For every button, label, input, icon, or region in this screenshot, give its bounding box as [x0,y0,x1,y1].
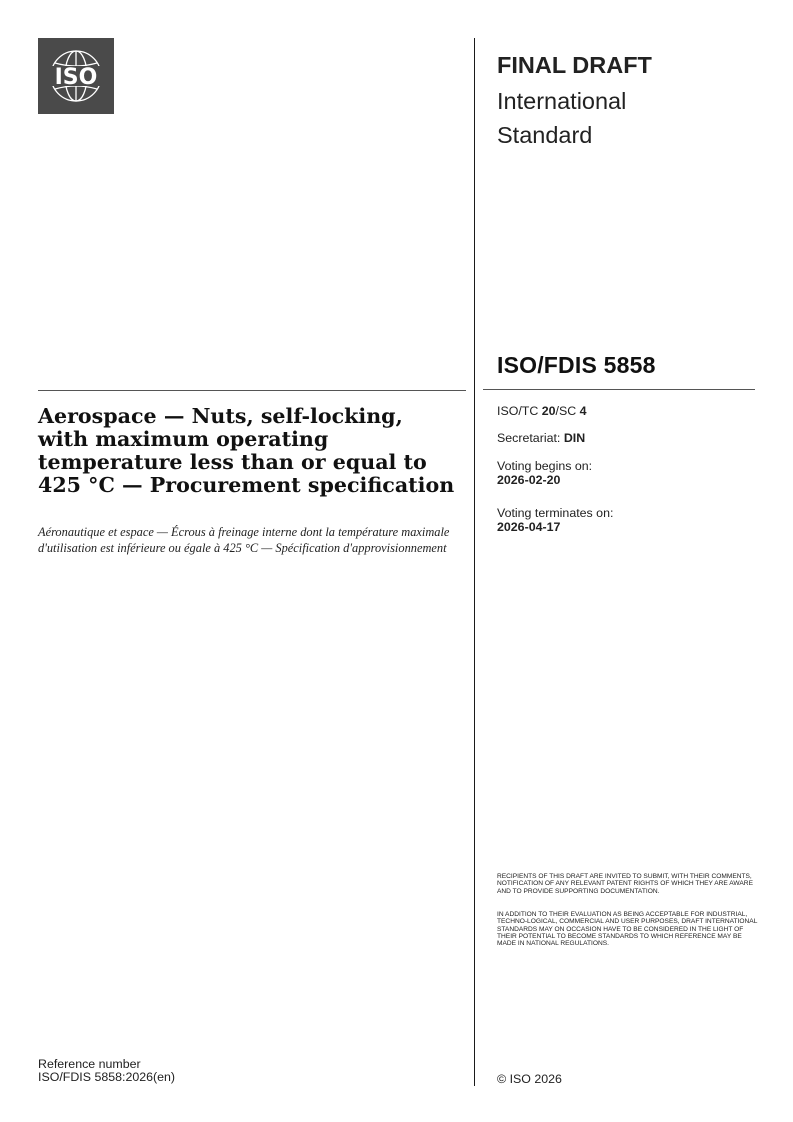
vote-begin-date: 2026-02-20 [497,473,561,487]
evaluation-notice: IN ADDITION TO THEIR EVALUATION AS BEING ACCEPTABLE FOR INDUSTRIAL, TECHNO-LOGICAL, COMMERCIAL AND USER PURPOSES, DRAFT INTERNATIONAL STANDARDS MAY ON OCCASION HAVE TO BE CONSIDERED IN THE LIGHT OF THEIR POTENTIAL TO BECOME STANDARDS TO WHICH REFERENCE MAY BE MADE IN NATIONAL REGULATIONS. [497,911,758,948]
title-rule-right [483,389,755,390]
column-divider [474,38,475,1086]
reference-label: Reference number [38,1057,141,1071]
sc-prefix: /SC [555,404,580,418]
secretariat [497,431,585,445]
title-rule-left [38,390,466,391]
reference-number: ISO/FDIS 5858:2026(en) [38,1070,176,1084]
french-title: Aéronautique et espace — Écrous à freinage interne dont la température maximale d'utilisation est inférieure ou égale à 425 °C — Spécification d'approvisionnement [38,525,450,555]
vote-end-date: 2026-04-17 [497,520,561,534]
patent-notice: RECIPIENTS OF THIS DRAFT ARE INVITED TO SUBMIT, WITH THEIR COMMENTS, NOTIFICATION OF ANY RELEVANT PATENT RIGHTS OF WHICH THEY ARE AWARE AND TO PROVIDE SUPPORTING DOCUMENTATION. [497,873,753,895]
sc-number: 4 [579,404,587,418]
document-number: ISO/FDIS 5858 [497,352,656,378]
vote-end-label: Voting terminates on: [497,506,614,520]
secretariat-value: DIN [563,431,586,445]
copyright: © ISO 2026 [497,1072,562,1086]
vote-begin-label: Voting begins on: [497,459,593,473]
doc-type-line2: International [497,88,627,114]
tc-prefix: ISO/TC [497,404,542,418]
secretariat-label: Secretariat: [497,431,564,445]
iso-logo-text: ISO [54,65,98,90]
doc-type-line1: FINAL DRAFT [497,52,652,78]
doc-type-line3: Standard [497,122,593,148]
tc-number: 20 [541,404,556,418]
document-title: Aerospace — Nuts, self-locking, with maximum operating temperature less than or equal to 425 °C — Procurement specification [38,404,455,497]
committee-reference [497,404,587,418]
iso-globe-icon [38,38,114,114]
iso-logo [38,38,114,114]
